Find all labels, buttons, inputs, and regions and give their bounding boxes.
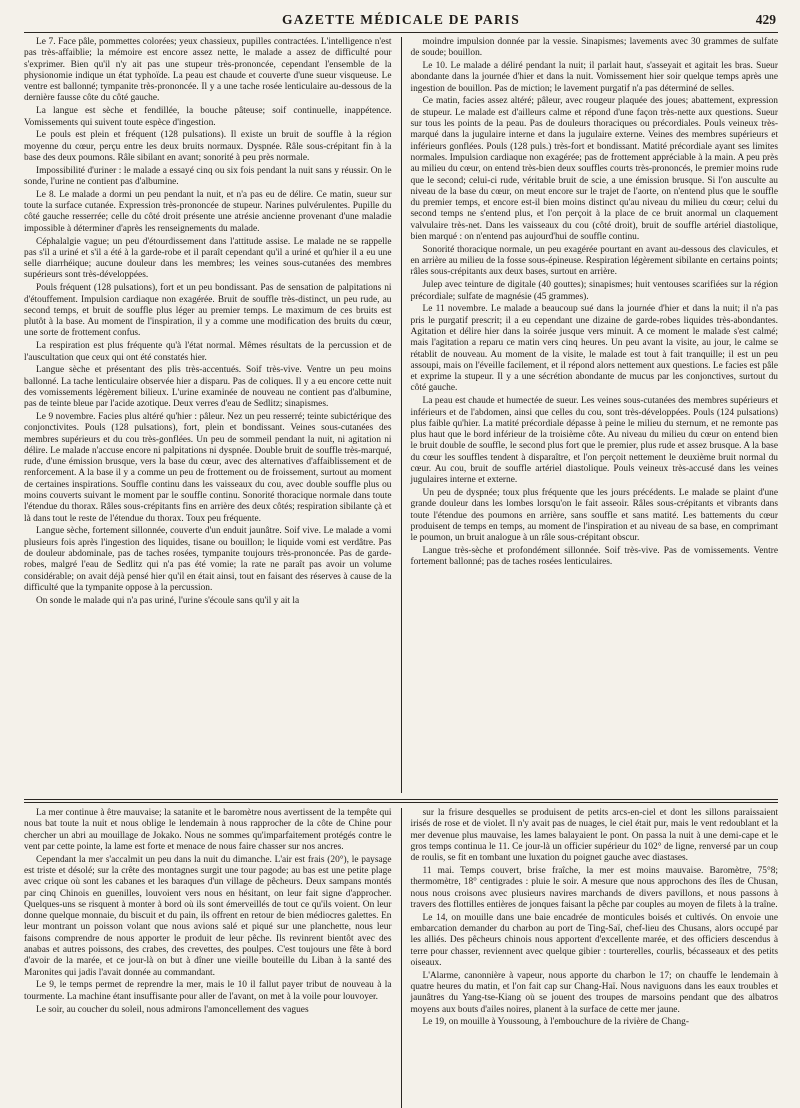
page-number: 429: [755, 12, 776, 27]
paragraph: Le 8. Le malade a dormi un peu pendant la nuit, et n'a pas eu de délire. Ce matin, sueur sur toute la surface cutanée. Expression très-prononcée de stupeur. Narines pulvérulentes. Pupille du côté gauche resserrée; celle du côté droit présente une atrésie ancienne provenant d'une maladie impossible à déterminer d'après les renseignements du malade.: [24, 189, 392, 234]
paragraph: Sonorité thoracique normale, un peu exagérée pourtant en avant au-dessous des clavicules, et en arrière au milieu de la fosse sous-épineuse. Respiration légèrement sibilante en certains points; râles sous-crépitants aux deux bases, surtout en arrière.: [410, 244, 778, 278]
paragraph: La respiration est plus fréquente qu'à l'état normal. Mêmes résultats de la percussion et de l'auscultation que ceux qui ont été constatés hier.: [24, 341, 392, 363]
paragraph: On sonde le malade qui n'a pas uriné, l'urine s'écoule sans qu'il y ait la: [36, 595, 300, 606]
section-divider: [24, 799, 778, 803]
bottom-right-column: [402, 808, 779, 1108]
paragraph: 11 mai. Temps couvert, brise fraîche, la mer est moins mauvaise. Baromètre, 75°8; thermomètre, 18° centigrades : pluie le soir. A mesure que nous approchons des îles de Chusan, nous nous croisons avec plusieurs navires marchands de divers pavillons, et nous passons à travers des flottilles entières de jonques faisant la pêche par couples au moyen de filets à la traîne.: [410, 865, 778, 910]
journal-title: GAZETTE MÉDICALE DE PARIS: [282, 12, 520, 27]
page-header: [24, 10, 778, 33]
paragraph: Céphalalgie vague; un peu d'étourdissement dans l'attitude assise. Le malade ne se rappelle pas s'il a uriné et s'il a été à la garde-robe et il paraît cependant qu'il a uriné et qu'hier il a eu une selle diarrhéique; aucune douleur dans les membres; les veines sous-cutanées des membres supérieurs sont très-développées.: [24, 236, 392, 281]
paragraph: Langue sèche, fortement sillonnée, couverte d'un enduit jaunâtre. Soif vive. Le malade a vomi plusieurs fois après l'ingestion des liquides, tisane ou bouillon; le liquide vomi est verdâtre. Pas de douleur abdominale, pas de taches rosées, tympanite toujours très-prononcée. Pas de garde-robes, malgré l'eau de Sedlitz qui n'a pas été vomie; la rate ne paraît pas avoir un volume considérable; on avait déjà pensé hier qu'il en était ainsi, tout en faisant des réserves à cause de la difficulté que la tympanite oppose à la percussion.: [24, 526, 392, 593]
medical-case-section: [24, 37, 778, 793]
paragraph: Cependant la mer s'accalmit un peu dans la nuit du dimanche. L'air est frais (20°), le paysage est triste et désolé; sur la crête des montagnes surgit une tour pagode; au bas est une petite plage avec crique où sont les cabanes et les baraques d'un village de pêcheurs. Deux sampans montés par cinq Chinois en guenilles, louvoient vers nous en hésitant, on leur fait signe d'approcher. Quelques-uns se risquent à monter à bord où ils sont émerveillés de tout ce qu'ils voient. On leur donne quelque monnaie, du biscuit et du pain, ils offrent en retour de bien médiocres galettes. En leur montrant un poisson volant que nous avions salé et piqué sur une planchette, nous leur faisons comprendre de nous apporter le produit de leur pêche. Ils revinrent bientôt avec des anabas et autres poissons, des crabes, des crevettes, des poulpes. C'est toujours une fête à bord d'avoir de la marée, et ce jour-là on but à dîner une vieille bouteille du Liban à la santé des Maronites qui jadis l'avait donnée au commandant.: [24, 854, 392, 978]
top-right-column: [402, 37, 779, 793]
paragraph: Le 7. Face pâle, pommettes colorées; yeux chassieux, pupilles contractées. L'intelligence n'est pas très-affaiblie; la mémoire est encore assez nette, le malade a assez de difficulté pour s'exprimer. Bien qu'il n'y ait pas une stupeur très-prononcée, cependant l'ensemble de la physionomie indique un état typhoïde. La peau est chaude et couverte d'une sueur visqueuse. Le ventre est ballonné; tympanite très-prononcée. Il y a une tache rosée lenticulaire au-dessous de la dernière fausse côte du côté gauche.: [24, 37, 392, 104]
paragraph: Le 19, on mouille à Youssoung, à l'embouchure de la rivière de Chang-: [422, 1017, 689, 1028]
paragraph: Le pouls est plein et fréquent (128 pulsations). Il existe un bruit de souffle à la région moyenne du cœur, perçu entre les deux bruits normaux. Dyspnée. Râle sous-crépitant fin à la base des deux poumons. Râle sibilant en avant; sonorité à peu près normale.: [24, 130, 392, 163]
paragraph: Le 9 novembre. Facies plus altéré qu'hier : pâleur. Nez un peu resserré; teinte subictérique des conjonctivites. Pouls (128 pulsations), fort, plein et bondissant. Veines sous-cutanées des membres supérieurs et du cou très-gonflées. Un peu de sommeil pendant la nuit, ni agitation ni délire. Le malade n'accuse encore ni palpitations ni dyspnée. Double bruit de souffle très-marqué, rude, d'une émission brusque, vers la base du cœur, avec des alternatives d'affaiblissement et de renforcement. A la base il y a comme un peu de frottement ou de froissement, surtout au moment de certaines inspirations. Souffle continu dans les vaisseaux du cou, avec double souffle plus ou moins couverts suivant le moment par le souffle continu. Sonorité thoracique normale dans toute l'étendue du thorax. Râles sous-crépitants fins en arrière des deux côtés; respiration sibilante çà et là dans tout le reste de l'étendue du thorax. Toux peu fréquente.: [24, 412, 392, 524]
paragraph: moindre impulsion donnée par la vessie. Sinapismes; lavements avec 30 grammes de sulfate de soude; bouillon.: [410, 37, 778, 59]
travel-narrative-section: [24, 808, 778, 1108]
paragraph: Pouls fréquent (128 pulsations), fort et un peu bondissant. Pas de sensation de palpitations ni d'étouffement. Impulsion cardiaque non exagérée. Bruit de souffle très-distinct, un peu rude, au second temps, et bruit de souffle plus léger au premier temps. Le maximum de ces bruits est plutôt à la base. Au moment de l'inspiration, il y a comme une modification des bruits du cœur, une sorte de frottement confus.: [24, 283, 392, 339]
paragraph: sur la frisure desquelles se produisent de petits arcs-en-ciel et dont les sillons paraissaient irisés de rose et de violet. Il n'y avait pas de nuages, le ciel était pur, mais le vent redoublant et la mer devenue plus mauvaise, les lames balayaient le pont. On passa la nuit à une demi-cape et le gros temps continua le 11. Ce jour-là un officier supérieur du 102° de ligne, renversé par un coup de roulis, se fit en tombant une luxation du poignet gauche avec diastases.: [410, 808, 778, 864]
paragraph: Langue sèche et présentant des plis très-accentués. Soif très-vive. Ventre un peu moins ballonné. La tache lenticulaire observée hier a disparu. Pas de coliques. Il y a eu encore cette nuit des vomissements légèrement bilieux. L'urine examinée de nouveau ne contient pas d'albumine, pas de teinte bleue par l'acide azotique. Deux verres d'eau de Sedlitz; sinapismes.: [24, 365, 392, 410]
bottom-left-column: [24, 808, 401, 1108]
paragraph: Impossibilité d'uriner : le malade a essayé cinq ou six fois pendant la nuit sans y réussir. On le sonde, l'urine ne contient pas d'albumine.: [24, 165, 392, 188]
paragraph: Le 10. Le malade a déliré pendant la nuit; il parlait haut, s'asseyait et agitait les bras. Sueur abondante dans la journée d'hier et dans la nuit. Vomissement hier soir quelque temps après une ingestion de bouillon. Pas de miction; le lavement purgatif n'a pas déterminé de selles.: [410, 61, 778, 94]
paragraph: La langue est sèche et fendillée, la bouche pâteuse; soif continuelle, inappétence. Vomissements qui suivent toute espèce d'ingestion.: [24, 106, 392, 128]
paragraph: La peau est chaude et humectée de sueur. Les veines sous-cutanées des membres supérieurs et inférieurs et de l'abdomen, ainsi que celles du cou, sont très-développées. Pouls (124 pulsations) plus faible qu'hier. La matité précordiale dépasse à peine le milieu du sternum, et ne remonte pas plus haut que le bord inférieur de la troisième côte. Au niveau du milieu du cœur on entend bien le bruit double de souffle, le second plus fort que le premier, plus rude et assez brusque. A la base du cœur les souffles tendent à disparaître, et l'on perçoit nettement le deuxième bruit normal du cœur. Au cou, bruit de souffle artériel diastolique. Pouls veineux très-accusé dans les veines jugulaires interne et externe.: [410, 396, 778, 486]
paragraph: La mer continue à être mauvaise; la satanite et le baromètre nous avertissent de la tempête qui nous bat toute la nuit et nous oblige le lendemain à nous rapprocher de la côte de Chine pour chercher un abri au mouillage de Jokako. Nous ne sommes qu'imparfaitement protégés contre le vent par cette pointe, la lame est forte et menace de nous faire chasser sur nos ancres.: [24, 808, 392, 852]
paragraph: Le 9, le temps permet de reprendre la mer, mais le 10 il fallut payer tribut de nouveau à la tourmente. La machine étant insuffisante pour aller de l'avant, on met à la voile pour louvoyer.: [24, 980, 392, 1002]
paragraph: Le 11 novembre. Le malade a beaucoup sué dans la journée d'hier et dans la nuit; il n'a pas pris le purgatif prescrit; il a eu cependant une dizaine de garde-robes liquides très-abondantes. Agitation et délire hier dans la soirée jusque vers minuit. A ce moment le malade s'est calmé; mais l'agitation a reparu ce matin vers cinq heures. Un peu avant la visite, au jour, le calme se rétablit de nouveau. Au moment de la visite, le malade est tout à fait tranquille; il est un peu assoupi, mais on l'éveille facilement, et il répond alors nettement aux questions. Le facies est pâle et exprime la stupeur. Il y a une sécrétion abondante de mucus par les conjonctives, surtout du côté gauche.: [410, 304, 778, 394]
paragraph: Ce matin, facies assez altéré; pâleur, avec rougeur plaquée des joues; abattement, expression de stupeur. Le malade est d'ailleurs calme et répond d'une façon très-nette aux questions. Sueur sur tous les points de la peau. Pas de douleurs thoraciques ou précordiales. Pouls veineux très-marqué dans la jugulaire interne et dans la jugulaire externe. Veines des membres supérieurs et inférieurs gonflées. Pouls (128 puls.) très-fort et bondissant. Matité précordiale ayant ses limites normales. Impulsion cardiaque non exagérée; pas de frottement appréciable à la main. A peu près au milieu du cœur, on entend très-bien deux souffles courts très-prononcés, le premier moins rude que le second; celui-ci rude, véritable bruit de scie, a une émission brusque. Si l'on ausculte au niveau de la base du cœur, on meut encore sur le trajet de l'aorte, on n'entend plus que le souffle du premier temps, et encore est-il bien moins distinct qu'au niveau du milieu du cœur; celui du second temps ne s'entend plus, et l'on perçoit à la place de ce bruit anormal un claquement valvulaire très-net. Dans les vaisseaux du cou (côté droit), bruit de souffle artériel diastolique, bien marqué : on n'entend pas aujourd'hui de souffle continu.: [410, 96, 778, 243]
paragraph: Le 14, on mouille dans une baie encadrée de monticules boisés et cultivés. On envoie une embarcation demander du charbon au port de Ting-Saï, chef-lieu des Chusans, alors occupé par les alliés. Des pêcheurs chinois nous apportent d'excellente marée, et des officiers descendus à terre pour chasser, reviennent avec quelque gibier : tourterelles, courlis, bécasseaux et des petits oiseaux.: [410, 912, 778, 968]
top-left-column: [24, 37, 401, 793]
paragraph: L'Alarme, canonnière à vapeur, nous apporte du charbon le 17; on chauffe le lendemain à quatre heures du matin, et l'on fait cap sur Chang-Haï. Nous naviguons dans les eaux troubles et jaunâtres du Yang-tse-Kiang où se jouent des troupes de marsoins pendant que des albatros moyens aux bouts d'ailes noires, planent à la surface de cette mer jaune.: [410, 970, 778, 1015]
paragraph: Le soir, au coucher du soleil, nous admirons l'amoncellement des vagues: [36, 1004, 309, 1015]
paragraph: Langue très-sèche et profondément sillonnée. Soif très-vive. Pas de vomissements. Ventre fortement ballonné; pas de taches rosées lenticulaires.: [410, 546, 778, 568]
paragraph: Un peu de dyspnée; toux plus fréquente que les jours précédents. Le malade se plaint d'une grande douleur dans les lombes lorsqu'on le fait asseoir. Râles sous-crépitants et vibrants dans toute l'étendue des poumons en arrière, sans souffle et sans matité. Les battements du cœur produisent de temps en temps, au moment de l'inspiration et au niveau de sa base, en comprimant le poumon, un bruit analogue à un râle sous-crépitant obscur.: [410, 488, 778, 544]
paragraph: Julep avec teinture de digitale (40 gouttes); sinapismes; huit ventouses scarifiées sur la région précordiale; sulfate de magnésie (45 grammes).: [410, 280, 778, 302]
